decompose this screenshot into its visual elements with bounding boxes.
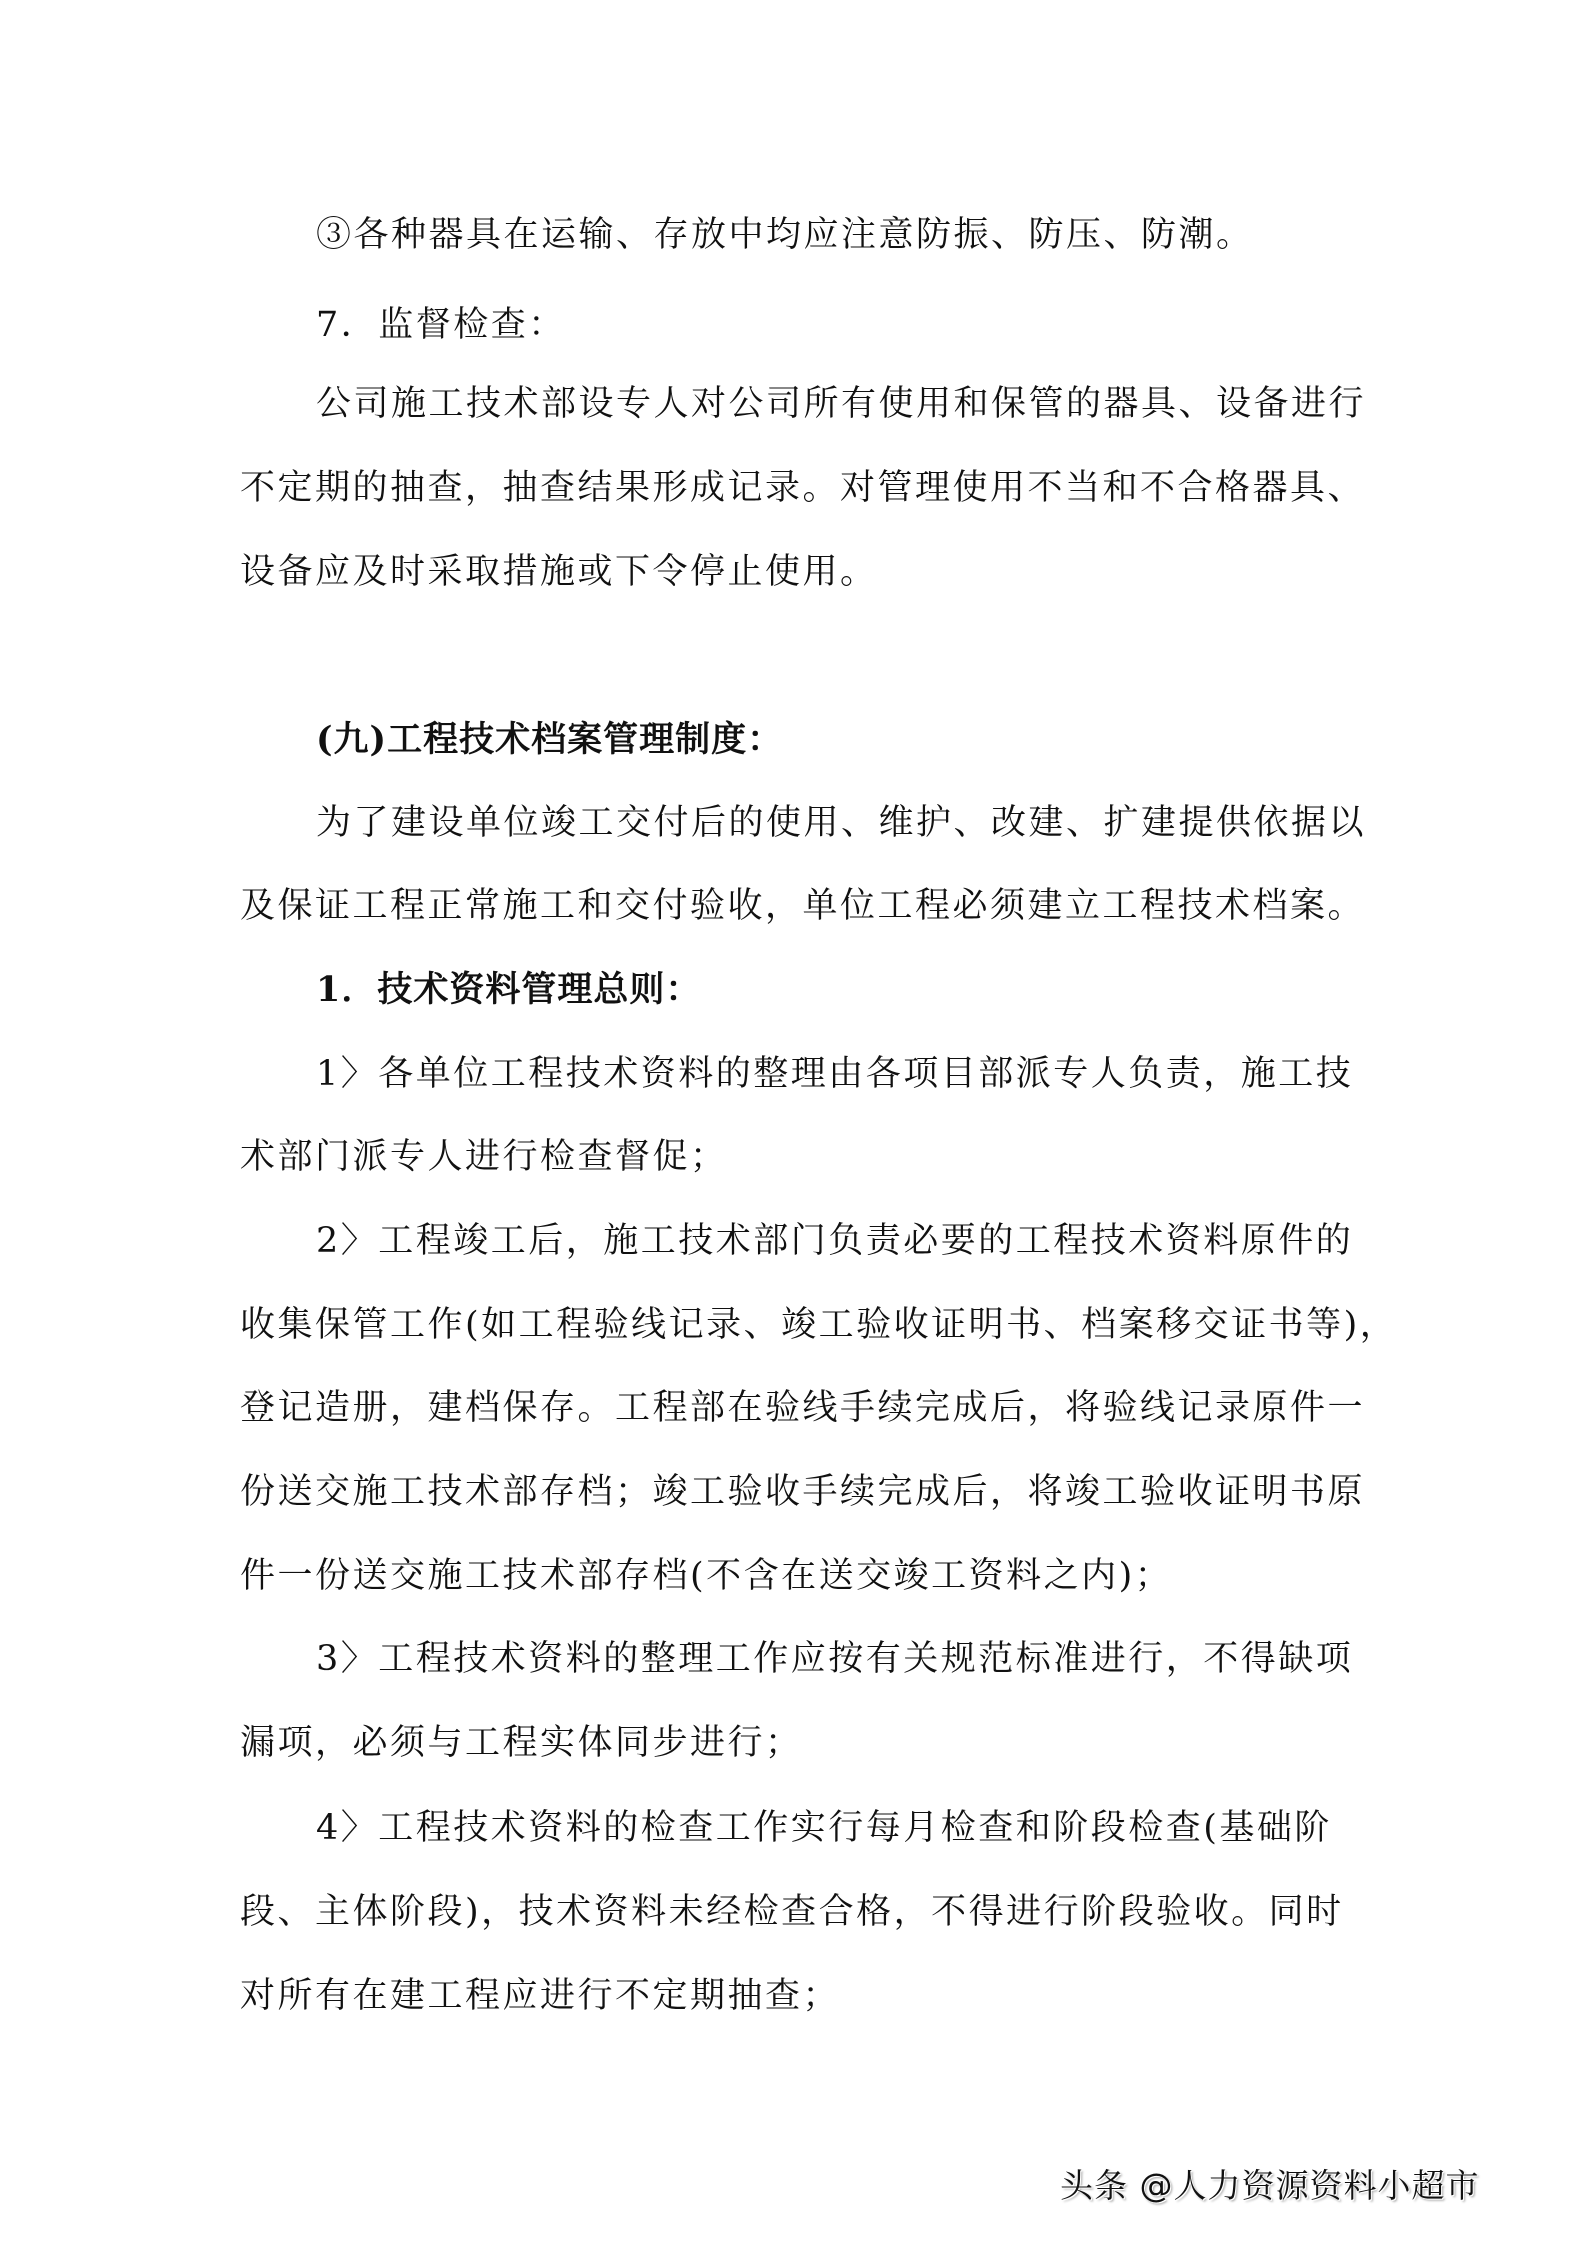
list-item-line: 登记造册，建档保存。工程部在验线手续完成后，将验线记录原件一 — [240, 1388, 1366, 1428]
paragraph-line: 设备应及时采取措施或下令停止使用。 — [240, 552, 878, 592]
paragraph-line: 公司施工技术部设专人对公司所有使用和保管的器具、设备进行 — [316, 384, 1367, 424]
list-item-line: 4〉工程技术资料的检查工作实行每月检查和阶段检查(基础阶 — [316, 1808, 1332, 1848]
paragraph-line: ③各种器具在运输、存放中均应注意防振、防压、防潮。 — [316, 215, 1254, 255]
list-item-line: 段、主体阶段)，技术资料未经检查合格，不得进行阶段验收。同时 — [240, 1892, 1344, 1932]
list-item-line: 3〉工程技术资料的整理工作应按有关规范标准进行，不得缺项 — [316, 1639, 1354, 1679]
list-item-line: 收集保管工作(如工程验线记录、竣工验收证明书、档案移交证书等)， — [240, 1305, 1398, 1345]
watermark: 头条 @人力资源资料小超市 — [1060, 2166, 1480, 2205]
paragraph-line: 为了建设单位竣工交付后的使用、维护、改建、扩建提供依据以 — [316, 803, 1367, 843]
list-item-line: 1〉各单位工程技术资料的整理由各项目部派专人负责，施工技 — [316, 1054, 1354, 1094]
list-item-line: 2〉工程竣工后，施工技术部门负责必要的工程技术资料原件的 — [316, 1221, 1354, 1261]
paragraph-line: 及保证工程正常施工和交付验收，单位工程必须建立工程技术档案。 — [240, 886, 1366, 926]
list-item-line: 漏项，必须与工程实体同步进行； — [240, 1723, 803, 1763]
list-item-line: 术部门派专人进行检查督促； — [240, 1137, 728, 1177]
list-item-line: 份送交施工技术部存档；竣工验收手续完成后，将竣工验收证明书原 — [240, 1472, 1366, 1512]
list-item-line: 件一份送交施工技术部存档(不含在送交竣工资料之内)； — [240, 1556, 1173, 1596]
list-item-line: 对所有在建工程应进行不定期抽查； — [240, 1976, 841, 2016]
section-heading: 1．技术资料管理总则： — [316, 969, 702, 1010]
chapter-heading: (九)工程技术档案管理制度： — [316, 719, 784, 760]
section-heading: 7．监督检查： — [316, 305, 566, 345]
paragraph-line: 不定期的抽查，抽查结果形成记录。对管理使用不当和不合格器具、 — [240, 468, 1366, 508]
